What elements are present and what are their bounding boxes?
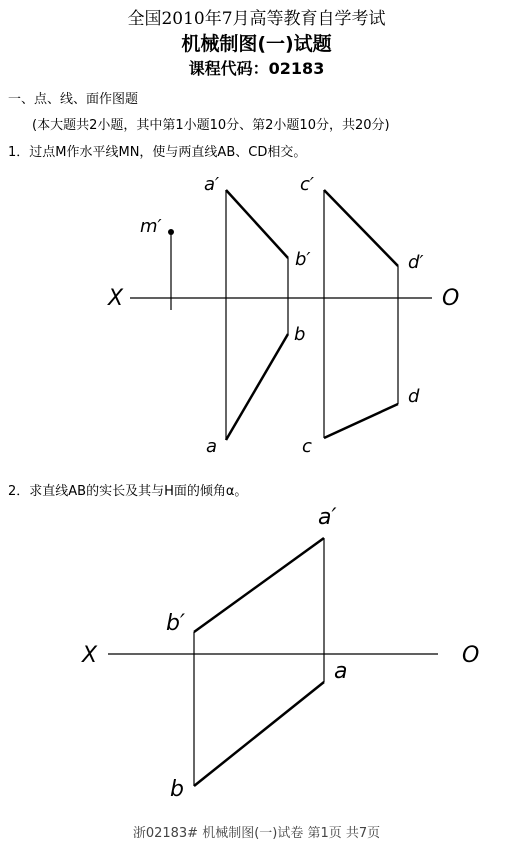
fig1-label-a1: a′ — [204, 174, 220, 195]
fig1-line-c1d1 — [324, 190, 398, 266]
fig1-line-cd — [324, 404, 398, 438]
fig1-label-c: c — [302, 436, 312, 457]
fig2-axis-o: O — [462, 643, 480, 668]
fig2-label-a1: a′ — [318, 505, 337, 530]
fig2-label-b1: b′ — [166, 611, 185, 636]
fig1-axis-x: X — [108, 286, 124, 311]
page-footer: 浙02183# 机械制图(一)试卷 第1页 共7页 — [132, 826, 381, 841]
question-2: 2．求直线AB的实长及其与H面的倾角α。 — [8, 484, 248, 499]
course-code: 课程代码：02183 — [188, 59, 325, 78]
subject-title: 机械制图(一)试题 — [181, 33, 332, 55]
exam-title: 全国2010年7月高等教育自学考试 — [127, 9, 386, 29]
fig1-label-m: m′ — [140, 216, 162, 237]
fig1-label-b: b — [294, 324, 306, 345]
fig2-axis-x: X — [82, 643, 98, 668]
fig1-label-d1: d′ — [408, 252, 424, 273]
section-title: 一、点、线、面作图题 — [8, 92, 139, 107]
fig1-line-ab — [226, 334, 288, 440]
fig2-line-a1b1 — [194, 538, 324, 632]
fig1-axis-o: O — [442, 286, 460, 311]
fig2-line-ab — [194, 682, 324, 786]
figure-2 — [108, 538, 438, 786]
fig1-label-a: a — [206, 436, 218, 457]
question-1: 1．过点M作水平线MN，使与两直线AB、CD相交。 — [8, 145, 307, 160]
figure-1 — [130, 190, 432, 440]
fig1-label-b1: b′ — [295, 249, 311, 270]
fig2-label-b: b — [170, 777, 184, 802]
fig1-line-a1b1 — [226, 190, 288, 258]
fig1-label-c1: c′ — [300, 174, 314, 195]
fig1-label-d: d — [408, 386, 420, 407]
section-note: (本大题共2小题，其中第1小题10分、第2小题10分，共20分) — [32, 118, 390, 133]
fig1-m-point — [168, 229, 174, 235]
fig2-label-a: a — [334, 659, 348, 684]
